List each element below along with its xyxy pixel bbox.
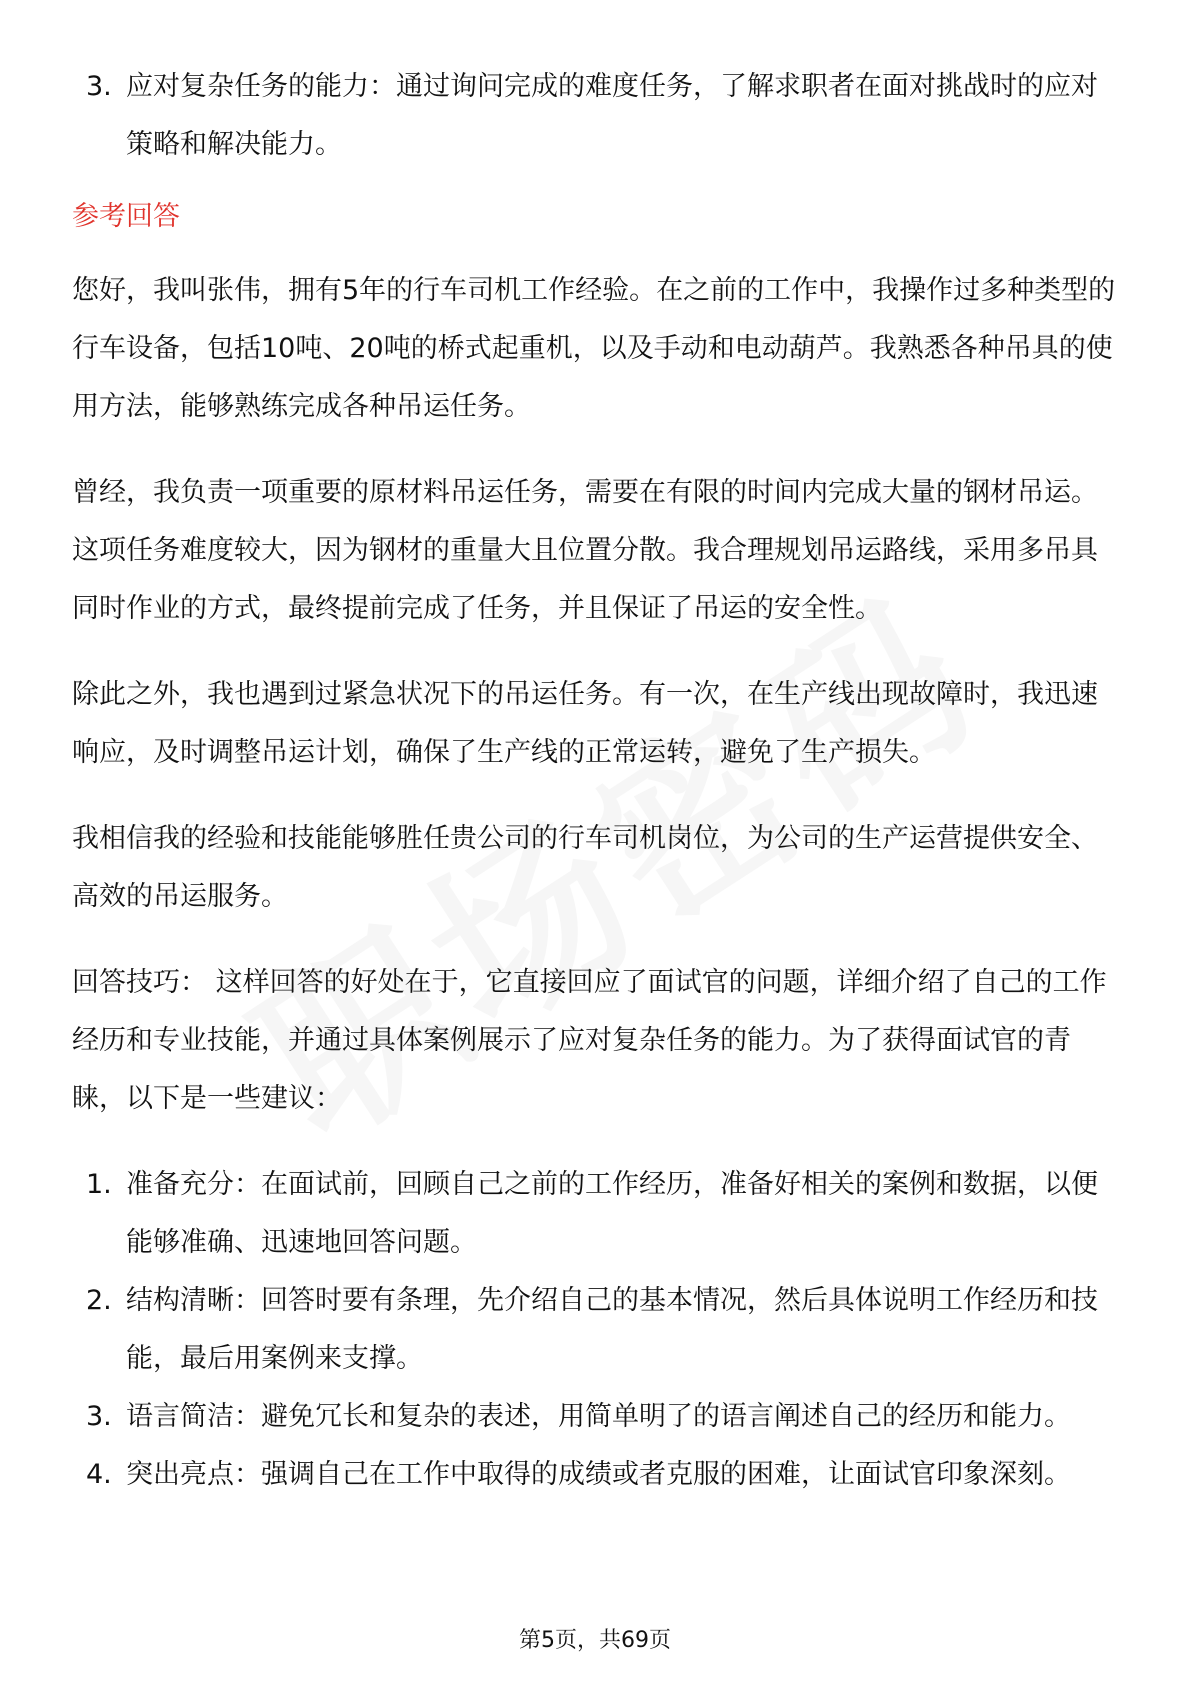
list-item — [72, 1156, 1122, 1272]
answer-paragraph-4: 我相信我的经验和技能能够胜任贵公司的行车司机岗位，为公司的生产运营提供安全、高效的吊运服务。 — [72, 823, 1098, 912]
list-item-number: 2. — [86, 1285, 112, 1316]
list-item-text: 应对复杂任务的能力：通过询问完成的难度任务，了解求职者在面对挑战时的应对策略和解决能力。 — [126, 71, 1098, 160]
list-item-number: 3. — [86, 1401, 112, 1432]
answer-tips-paragraph: 回答技巧： 这样回答的好处在于，它直接回应了面试官的问题，详细介绍了自己的工作经历和专业技能，并通过具体案例展示了应对复杂任务的能力。为了获得面试官的青睐，以下是一些建议： — [72, 967, 1107, 1114]
list-item — [72, 58, 1122, 174]
answer-paragraph-1: 您好，我叫张伟，拥有5年的行车司机工作经验。在之前的工作中，我操作过多种类型的行车设备，包括10吨、20吨的桥式起重机，以及手动和电动葫芦。我熟悉各种吊具的使用方法，能够熟练完成各种吊运任务。 — [72, 275, 1116, 422]
section-title: 参考回答 — [72, 201, 180, 232]
list-item-number: 4. — [86, 1459, 112, 1490]
answer-paragraph-3: 除此之外，我也遇到过紧急状况下的吊运任务。有一次，在生产线出现故障时，我迅速响应，及时调整吊运计划，确保了生产线的正常运转，避免了生产损失。 — [72, 679, 1098, 768]
list-item-text: 突出亮点：强调自己在工作中取得的成绩或者克服的困难，让面试官印象深刻。 — [126, 1459, 1071, 1490]
page-number-footer: 第5页，共69页 — [519, 1628, 671, 1653]
list-item — [72, 1446, 1122, 1504]
list-item-number: 3. — [86, 71, 112, 102]
list-item-number: 1. — [86, 1169, 112, 1200]
list-item — [72, 1388, 1122, 1446]
list-item-text: 准备充分：在面试前，回顾自己之前的工作经历，准备好相关的案例和数据，以便能够准确、迅速地回答问题。 — [126, 1169, 1098, 1258]
list-item-text: 语言简洁：避免冗长和复杂的表述，用简单明了的语言阐述自己的经历和能力。 — [126, 1401, 1071, 1432]
list-item — [72, 1272, 1122, 1388]
tips-list — [72, 1156, 1122, 1504]
list-item-text: 结构清晰：回答时要有条理，先介绍自己的基本情况，然后具体说明工作经历和技能，最后用案例来支撑。 — [126, 1285, 1098, 1374]
document-page — [72, 58, 1122, 1504]
top-list — [72, 58, 1122, 174]
answer-paragraph-2: 曾经，我负责一项重要的原材料吊运任务，需要在有限的时间内完成大量的钢材吊运。这项任务难度较大，因为钢材的重量大且位置分散。我合理规划吊运路线，采用多吊具同时作业的方式，最终提前完成了任务，并且保证了吊运的安全性。 — [72, 477, 1098, 624]
